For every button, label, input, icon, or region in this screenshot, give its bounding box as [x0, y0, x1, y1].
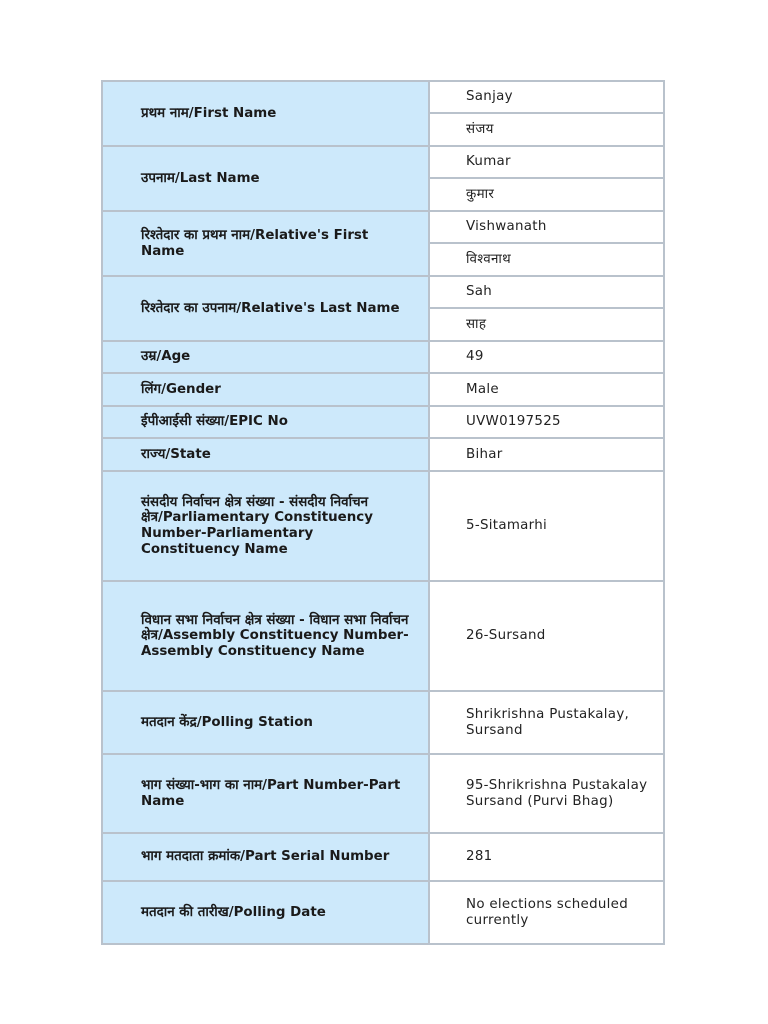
field-label-epic-no: ईपीआईसी संख्या/EPIC No	[102, 406, 429, 438]
field-value-relative-last-name-en: Sah	[429, 276, 664, 308]
field-value-polling-date: No elections scheduled currently	[429, 881, 664, 944]
voter-details-table	[101, 80, 665, 945]
field-value-gender: Male	[429, 373, 664, 406]
field-label-part-number-name: भाग संख्या-भाग का नाम/Part Number-Part Name	[102, 754, 429, 833]
field-label-assembly-constituency: विधान सभा निर्वाचन क्षेत्र संख्या - विधान सभा निर्वाचन क्षेत्र/Assembly Constituency Number-Assembly Constituency Name	[102, 581, 429, 691]
table-row	[102, 406, 664, 438]
field-value-first-name-en: Sanjay	[429, 81, 664, 113]
field-value-last-name-hi: कुमार	[429, 178, 664, 211]
field-label-part-serial-number: भाग मतदाता क्रमांक/Part Serial Number	[102, 833, 429, 881]
field-value-part-number-name: 95-Shrikrishna Pustakalay Sursand (Purvi Bhag)	[429, 754, 664, 833]
table-row	[102, 754, 664, 833]
field-value-age: 49	[429, 341, 664, 373]
table-row	[102, 373, 664, 406]
field-value-relative-first-name-hi: विश्वनाथ	[429, 243, 664, 276]
table-row	[102, 211, 664, 243]
field-value-polling-station: Shrikrishna Pustakalay, Sursand	[429, 691, 664, 754]
table-row	[102, 833, 664, 881]
table-row	[102, 276, 664, 308]
table-row	[102, 438, 664, 471]
table-row	[102, 146, 664, 178]
field-value-assembly-constituency: 26-Sursand	[429, 581, 664, 691]
field-value-state: Bihar	[429, 438, 664, 471]
field-label-gender: लिंग/Gender	[102, 373, 429, 406]
field-value-parliamentary-constituency: 5-Sitamarhi	[429, 471, 664, 581]
field-label-relative-first-name: रिश्तेदार का प्रथम नाम/Relative's First Name	[102, 211, 429, 276]
field-label-state: राज्य/State	[102, 438, 429, 471]
field-label-age: उम्र/Age	[102, 341, 429, 373]
table-row	[102, 881, 664, 944]
field-value-epic-no: UVW0197525	[429, 406, 664, 438]
field-value-part-serial-number: 281	[429, 833, 664, 881]
field-label-polling-date: मतदान की तारीख/Polling Date	[102, 881, 429, 944]
field-label-relative-last-name: रिश्तेदार का उपनाम/Relative's Last Name	[102, 276, 429, 341]
table-row	[102, 341, 664, 373]
field-value-first-name-hi: संजय	[429, 113, 664, 146]
field-label-parliamentary-constituency: संसदीय निर्वाचन क्षेत्र संख्या - संसदीय निर्वाचन क्षेत्र/Parliamentary Constituency Number-Parliamentary Constituency Name	[102, 471, 429, 581]
field-value-relative-last-name-hi: साह	[429, 308, 664, 341]
field-label-polling-station: मतदान केंद्र/Polling Station	[102, 691, 429, 754]
table-row	[102, 691, 664, 754]
table-row	[102, 581, 664, 691]
field-value-relative-first-name-en: Vishwanath	[429, 211, 664, 243]
table-row	[102, 471, 664, 581]
field-label-first-name: प्रथम नाम/First Name	[102, 81, 429, 146]
table-row	[102, 81, 664, 113]
field-label-last-name: उपनाम/Last Name	[102, 146, 429, 211]
field-value-last-name-en: Kumar	[429, 146, 664, 178]
